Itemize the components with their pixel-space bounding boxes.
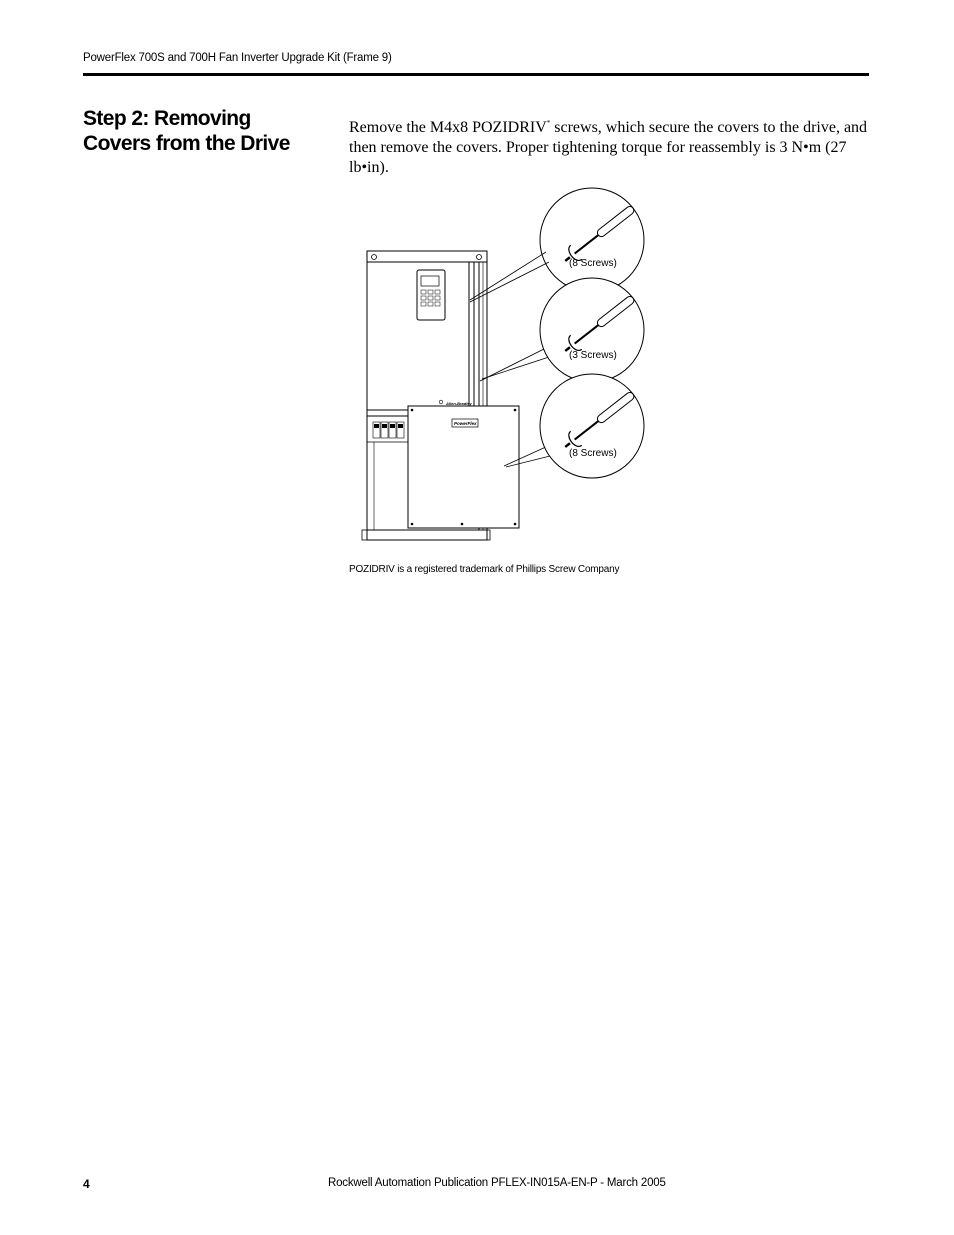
trademark-footnote: POZIDRIV is a registered trademark of Phillips Screw Company	[349, 564, 620, 575]
drive-illustration	[360, 186, 660, 546]
page-number: 4	[83, 1177, 90, 1191]
callout-label-lower: (8 Screws)	[569, 448, 617, 459]
section-heading: Step 2: Removing Covers from the Drive	[83, 107, 290, 155]
header-rule	[83, 73, 869, 76]
instruction-text-start: Remove the M4x8 POZIDRIV	[349, 119, 547, 136]
callout-label-upper: (8 Screws)	[569, 258, 617, 269]
instruction-paragraph	[349, 113, 871, 178]
trademark-marker: *	[546, 119, 551, 127]
callout-label-middle: (3 Screws)	[569, 350, 617, 361]
brand-logo-text: Allen-Bradley	[446, 401, 472, 406]
publication-footer: Rockwell Automation Publication PFLEX-IN015A-EN-P - March 2005	[328, 1177, 666, 1189]
running-header: PowerFlex 700S and 700H Fan Inverter Upgrade Kit (Frame 9)	[83, 52, 392, 64]
cover-removal-figure	[360, 186, 660, 546]
product-badge-text: PowerFlex	[454, 421, 477, 426]
instruction-text-end: screws, which secure the covers to the drive, and then remove the covers. Proper tightening torque for reassembly is 3 N•m (27 lb•in).	[349, 119, 868, 176]
